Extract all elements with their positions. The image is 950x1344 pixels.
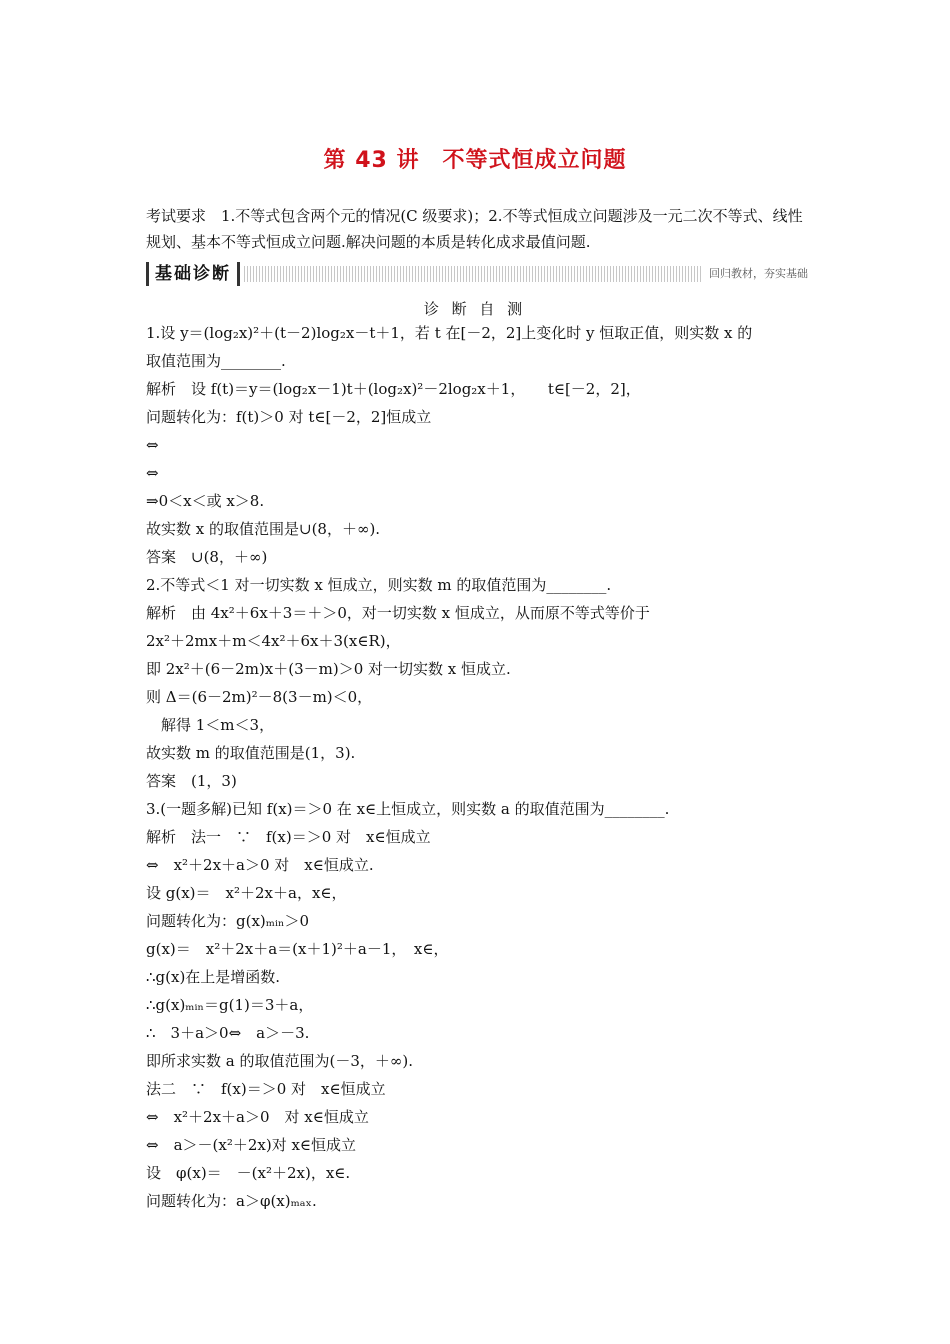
- text-line: ∴g(x)ₘᵢₙ＝g(1)＝3＋a，: [146, 996, 314, 1014]
- text-line: 问题转化为：g(x)ₘᵢₙ＞0: [146, 912, 310, 930]
- content-body: [146, 319, 808, 1215]
- section-heading: 诊 断 自 测: [423, 300, 527, 318]
- text-line: 即 2x²＋(6－2m)x＋(3－m)＞0 对一切实数 x 恒成立.: [146, 660, 511, 678]
- text-line: 2.不等式＜1 对一切实数 x 恒成立，则实数 m 的取值范围为________.: [146, 576, 612, 594]
- text-line: 答案 ∪(8，＋∞): [146, 548, 268, 566]
- text-line: 故实数 x 的取值范围是∪(8，＋∞).: [146, 520, 381, 538]
- text-line: 解析 设 f(t)＝y＝(log₂x－1)t＋(log₂x)²－2log₂x＋1， t∈[－2，2]，: [146, 380, 641, 398]
- text-line: 2x²＋2mx＋m＜4x²＋6x＋3(x∈R)，: [146, 632, 401, 650]
- text-line: ⇔ x²＋2x＋a＞0 对 x∈恒成立: [146, 1108, 369, 1126]
- text-line: ∴ 3＋a＞0⇔ a＞－3.: [146, 1024, 310, 1042]
- text-line: g(x)＝ x²＋2x＋a＝(x＋1)²＋a－1， x∈，: [146, 940, 449, 958]
- text-line: ⇔: [146, 436, 159, 454]
- text-line: 故实数 m 的取值范围是(1，3).: [146, 744, 356, 762]
- banner-label: 基础诊断: [146, 262, 240, 286]
- text-line: 3.(一题多解)已知 f(x)＝＞0 在 x∈上恒成立，则实数 a 的取值范围为________.: [146, 800, 670, 818]
- text-line: ⇔ a＞－(x²＋2x)对 x∈恒成立: [146, 1136, 357, 1154]
- text-line: ∴g(x)在上是增函数.: [146, 968, 281, 986]
- text-line: 设 g(x)＝ x²＋2x＋a，x∈，: [146, 884, 347, 902]
- page-title: 第 43 讲 不等式恒成立问题: [323, 148, 627, 173]
- text-line: ⇔ x²＋2x＋a＞0 对 x∈恒成立.: [146, 856, 374, 874]
- text-line: 设 φ(x)＝ －(x²＋2x)，x∈.: [146, 1164, 351, 1182]
- section-banner: [146, 262, 814, 286]
- text-line: 即所求实数 a 的取值范围为(－3，＋∞).: [146, 1052, 413, 1070]
- text-line: 解得 1＜m＜3，: [146, 716, 275, 734]
- text-line: 答案 (1，3): [146, 772, 237, 790]
- text-line: 问题转化为：f(t)＞0 对 t∈[－2，2]恒成立: [146, 408, 432, 426]
- text-line: 1.设 y＝(log₂x)²＋(t－2)log₂x－t＋1，若 t 在[－2，2]上变化时 y 恒取正值，则实数 x 的: [146, 324, 753, 342]
- text-line: 法二 ∵ f(x)＝＞0 对 x∈恒成立: [146, 1080, 386, 1098]
- text-line: 解析 由 4x²＋6x＋3＝＋＞0，对一切实数 x 恒成立，从而原不等式等价于: [146, 604, 650, 622]
- text-line: ⇒0＜x＜或 x＞8.: [146, 492, 265, 510]
- exam-requirements: 考试要求 1.不等式包含两个元的情况(C 级要求)；2.不等式恒成立问题涉及一元二次不等式、线性规划、基本不等式恒成立问题.解决问题的本质是转化成求最值问题.: [146, 207, 803, 251]
- text-line: 问题转化为：a＞φ(x)ₘₐₓ.: [146, 1192, 317, 1210]
- text-line: 取值范围为________.: [146, 352, 286, 370]
- banner-tag: 回归教材，夯实基础: [703, 264, 814, 284]
- text-line: 解析 法一 ∵ f(x)＝＞0 对 x∈恒成立: [146, 828, 431, 846]
- text-line: ⇔: [146, 464, 159, 482]
- text-line: 则 Δ＝(6－2m)²－8(3－m)＜0，: [146, 688, 373, 706]
